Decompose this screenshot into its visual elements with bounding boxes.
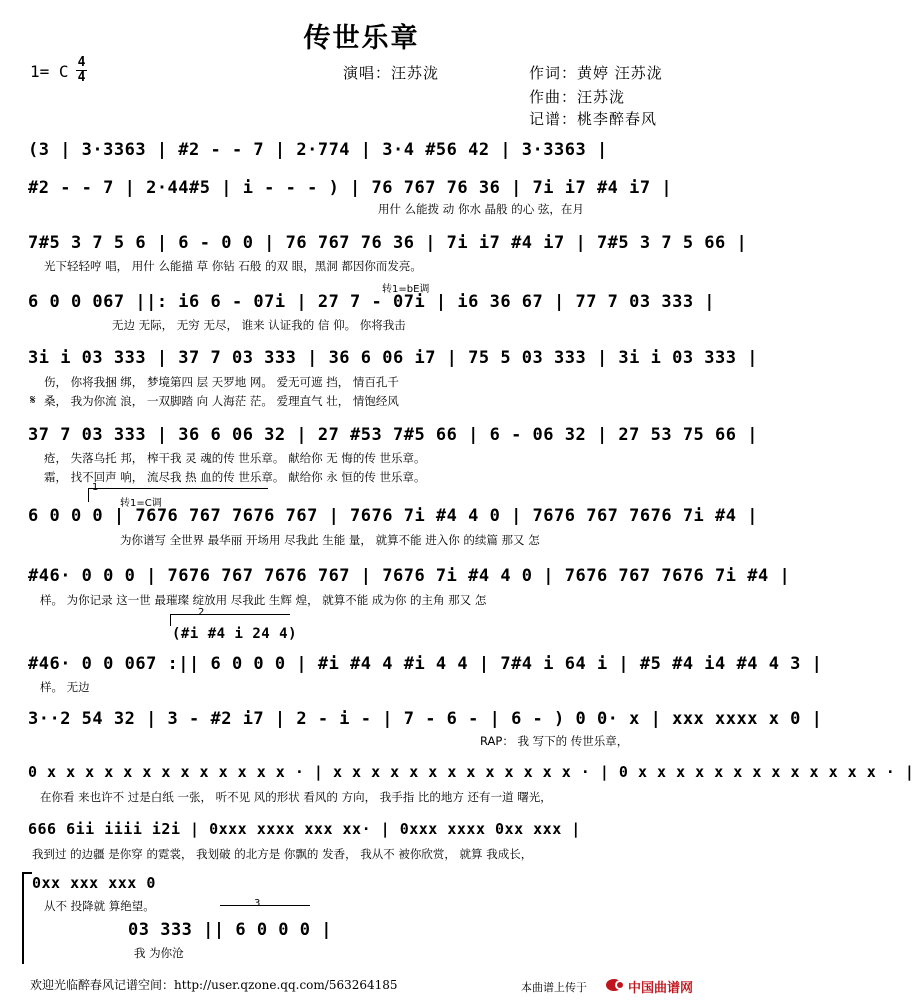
transcriber-credit: 记谱：桃李醉春风 [529, 110, 658, 128]
brand-logo-icon [605, 977, 627, 993]
composer-credit: 作曲：汪苏泷 [529, 88, 626, 106]
system-14-notes: 03 333 || 6 0 0 0 | [128, 920, 332, 940]
system-5-lyrics-verse-1: 伤， 你将我捆 绑， 梦境第四 层 天罗地 网。 爱无可遮 挡， 情百孔千 [44, 375, 399, 389]
lyricist-credit: 作词：黄婷 汪苏泷 [529, 64, 663, 82]
footer-uploaded-text: 本曲谱上传于 [521, 981, 587, 994]
singer-credit: 演唱：汪苏泷 [343, 64, 440, 82]
time-signature-bottom: 4 [77, 70, 86, 85]
system-10-notes: 3··2 54 32 | 3 - #2 i7 | 2 - i - | 7 - 6 - | 6 - ) 0 0· x | xxx xxxx x 0 | [28, 709, 823, 729]
volta-2-bracket [170, 614, 290, 615]
time-signature-top: 4 [77, 55, 86, 70]
system-7-notes: 6 0 0 0 | 7676 767 7676 767 | 7676 7i #4 4 0 | 7676 767 7676 7i #4 | [28, 506, 758, 526]
volta-2-bracket-hook [170, 614, 171, 626]
final-system-bar [22, 872, 24, 964]
system-9-lyrics: 样。 无边 [40, 680, 90, 694]
system-14-lyrics: 我 为你沧 [134, 946, 184, 960]
key-change-ebb: 转1=bE调 [382, 284, 430, 295]
system-12-lyrics: 我到过 的边疆 是你穿 的霓裳， 我划破 的北方是 你飘的 发香， 我从不 被你欣赏， 就算 我成长， [32, 847, 533, 861]
system-1-notes: (3 | 3·3363 | #2 - - 7 | 2·774 | 3·4 #56 42 | 3·3363 | [28, 140, 608, 160]
system-3-lyrics: 光下轻轻哼 唱， 用什 么能描 草 你钻 石般 的双 眼，黑洞 都因你而发亮。 [44, 259, 422, 273]
system-5-lyrics-verse-2: 桑， 我为你流 浪， 一双脚踏 向 人海茫 茫。 爱理直气 壮， 情饱经风 [44, 394, 399, 408]
footer-brand[interactable]: 中国曲谱网 [628, 981, 694, 996]
volta-3-number: 3 [254, 898, 261, 909]
segno-sign: 𝄋 [30, 393, 36, 408]
volta-2-number: 2 [198, 607, 205, 618]
system-11-notes: 0 x x x x x x x x x x x x x · | x x x x x x x x x x x x x · | 0 x x x x x x x x x x x x x · | [28, 763, 914, 781]
system-6-notes: 37 7 03 333 | 36 6 06 32 | 27 #53 7#5 66 | 6 - 06 32 | 27 53 75 66 | [28, 425, 758, 445]
system-11-lyrics: 在你看 来也许不 过是白纸 一张， 听不见 风的形状 看风的 方向， 我手指 比的地方 还有一道 曙光， [40, 790, 552, 804]
system-8-notes: #46· 0 0 0 | 7676 767 7676 767 | 7676 7i #4 4 0 | 7676 767 7676 7i #4 | [28, 566, 791, 586]
system-10-lyrics: RAP： 我 写下的 传世乐章， [480, 734, 629, 748]
score-title: 传世乐章 [303, 23, 420, 54]
volta-2-notes: (#i #4 i 24 4) [172, 626, 298, 642]
system-7-lyrics: 为你谱写 全世界 最华丽 开场用 尽我此 生能 量， 就算不能 进入你 的续篇 那又 怎 [120, 533, 540, 547]
system-4-lyrics: 无边 无际， 无穷 无尽， 谁来 认证我的 信 仰。 你将我击 [112, 318, 406, 332]
key-change-c: 转1=C调 [120, 498, 162, 509]
volta-3-bracket [220, 905, 310, 906]
system-4-notes: 6 0 0 067 ||: i6 6 - 07i | 27 7 - 07i | i6 36 67 | 77 7 03 333 | [28, 292, 716, 312]
time-signature [76, 56, 87, 84]
final-system-bar-top [22, 872, 32, 874]
volta-1-bracket [88, 488, 268, 489]
system-5-notes: 3i i 03 333 | 37 7 03 333 | 36 6 06 i7 | 75 5 03 333 | 3i i 03 333 | [28, 348, 758, 368]
system-3-notes: 7#5 3 7 5 6 | 6 - 0 0 | 76 767 76 36 | 7i i7 #4 i7 | 7#5 3 7 5 66 | [28, 233, 748, 253]
system-6-lyrics-verse-1: 疮， 失落乌托 邦， 榨干我 灵 魂的传 世乐章。 献给你 无 悔的传 世乐章。 [44, 451, 426, 465]
system-13-lyrics: 从不 投降就 算绝望。 [44, 899, 155, 913]
volta-1-number: 1 [92, 482, 99, 493]
system-2-lyrics: 用什 么能拨 动 你水 晶般 的心 弦，在月 [378, 202, 584, 216]
volta-1-bracket-hook [88, 488, 89, 502]
footer-site-link[interactable]: 欢迎光临醉春风记谱空间：http://user.qzone.qq.com/563264185 [30, 978, 398, 992]
system-6-lyrics-verse-2: 霜， 找不回声 响， 流尽我 热 血的传 世乐章。 献给你 永 恒的传 世乐章。 [44, 470, 426, 484]
system-12-notes: 666 6ii iiii i2i | 0xxx xxxx xxx xx· | 0xxx xxxx 0xx xxx | [28, 820, 581, 838]
system-8-lyrics: 样。 为你记录 这一世 最璀璨 绽放用 尽我此 生辉 煌， 就算不能 成为你 的主角 那又 怎 [40, 593, 487, 607]
system-13-notes: 0xx xxx xxx 0 [32, 874, 156, 892]
system-9-notes: #46· 0 0 067 :|| 6 0 0 0 | #i #4 4 #i 4 4 | 7#4 i 64 i | #5 #4 i4 #4 4 3 | [28, 654, 823, 674]
key-signature: 1= C [30, 62, 69, 81]
system-2-notes: #2 - - 7 | 2·44#5 | i - - - ) | 76 767 76 36 | 7i i7 #4 i7 | [28, 178, 673, 198]
